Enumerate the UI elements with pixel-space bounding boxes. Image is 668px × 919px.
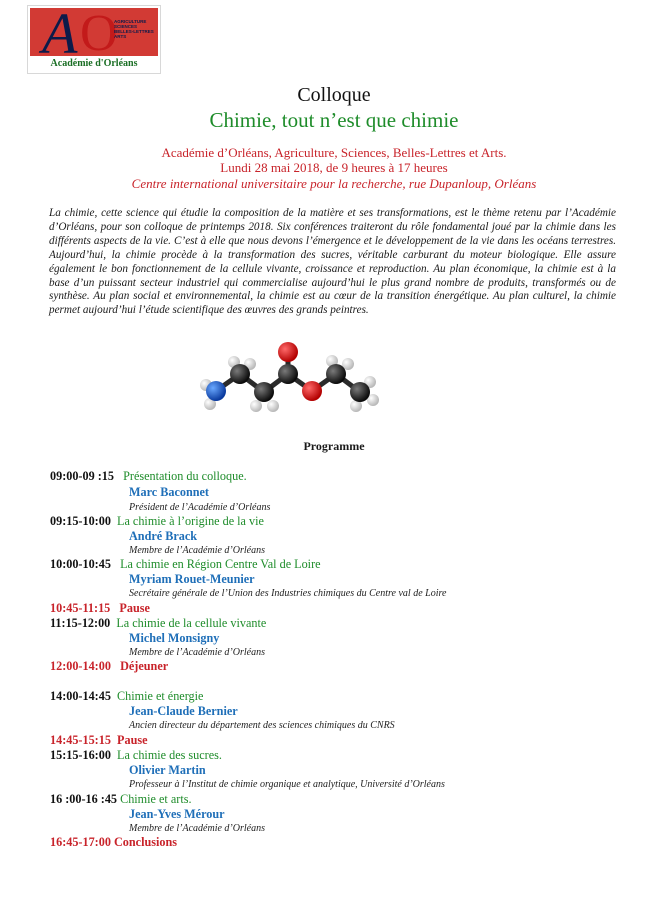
- logo-letter-a: A: [42, 1, 78, 66]
- carbon-atom: [254, 382, 274, 402]
- session-topic: Pause: [119, 601, 150, 615]
- session-topic: La chimie à l’origine de la vie: [117, 514, 264, 528]
- session-time: 15:15-16:00: [50, 748, 111, 762]
- session-speaker: Michel Monsigny: [129, 631, 220, 645]
- session-speaker: Jean-Claude Bernier: [129, 704, 238, 718]
- carbon-atom: [278, 364, 298, 384]
- carbon-atom: [326, 364, 346, 384]
- session-time: 14:00-14:45: [50, 689, 111, 703]
- oxygen-atom: [278, 342, 298, 362]
- abstract-paragraph: La chimie, cette science qui étudie la composition de la matière et ses transformations, est le thème retenu par l’Académie d’Orléans, pour son colloque de printemps 2018. Six conférences traiteront du rôle fondamental joué par la chimie dans les différents aspects de la vie. C’est à elle que nous devons l’émergence et le développement de la vie dans les océans terrestres. Aujourd’hui, la chimie procède à la transformation des sucres, véritable carburant du moteur biologique. Elle assure également le bon fonctionnement de la cellule vivante, croissance et reproduction. Au plan économique, la chimie est à la base d’un puissant secteur industriel qui commercialise aujourd’hui le plus grand nombre de produits, transformés ou de synthèse. Au plan social et environnemental, la chimie est au cœur de la transition énergétique. Au plan culturel, la chimie permet aujourd’hui l’étude scientifique des œuvres des grands peintres.: [49, 207, 616, 317]
- session-speaker-role: Président de l’Académie d’Orléans: [129, 502, 271, 513]
- session-row: [50, 748, 222, 763]
- session-row: [50, 601, 150, 616]
- event-date: Lundi 28 mai 2018, de 9 heures à 17 heures: [220, 160, 448, 175]
- session-speaker-role: Secrétaire générale de l’Union des Industries chimiques du Centre val de Loire: [129, 588, 447, 599]
- session-topic: La chimie en Région Centre Val de Loire: [120, 557, 321, 571]
- hydrogen-atom: [267, 400, 279, 412]
- session-time: 11:15-12:00: [50, 616, 111, 630]
- session-time: 09:15-10:00: [50, 514, 111, 528]
- page-title: Colloque: [297, 84, 371, 106]
- session-row: [50, 659, 168, 674]
- session-speaker: Jean-Yves Mérour: [129, 807, 225, 821]
- session-time: 16 :00-16 :45: [50, 792, 118, 806]
- logo-letter-o: O: [80, 5, 118, 62]
- session-topic: Pause: [117, 733, 148, 747]
- session-row: [50, 835, 177, 850]
- carbon-atom: [230, 364, 250, 384]
- session-topic: Chimie et arts.: [120, 792, 192, 806]
- programme-heading: Programme: [303, 439, 365, 453]
- session-time: 14:45-15:15: [50, 733, 111, 747]
- logo-small-text: ARTS: [114, 34, 127, 39]
- session-speaker: Marc Baconnet: [129, 485, 209, 499]
- session-speaker-role: Ancien directeur du département des sciences chimiques du CNRS: [129, 720, 395, 731]
- session-speaker-role: Professeur à l’Institut de chimie organique et analytique, Université d’Orléans: [129, 779, 445, 790]
- session-topic: Conclusions: [113, 835, 177, 849]
- session-row: [50, 733, 148, 748]
- logo-small-text: BELLES-LETTRES: [114, 29, 154, 34]
- molecule-illustration: [198, 336, 388, 422]
- oxygen-atom: [302, 381, 322, 401]
- session-speaker: Myriam Rouet-Meunier: [129, 572, 255, 586]
- session-topic: Déjeuner: [120, 659, 169, 673]
- session-row: [50, 689, 203, 704]
- session-row: [50, 469, 247, 484]
- carbon-atom: [350, 382, 370, 402]
- session-time: 12:00-14:00: [50, 659, 111, 673]
- session-time: 09:00-09 :15: [50, 469, 114, 483]
- logo-name: Académie d'Orléans: [50, 58, 138, 69]
- session-speaker-role: Membre de l’Académie d’Orléans: [129, 823, 265, 834]
- session-topic: La chimie des sucres.: [117, 748, 222, 762]
- event-organizer: Académie d’Orléans, Agriculture, Sciences, Belles-Lettres et Arts.: [161, 145, 507, 160]
- session-row: [50, 792, 192, 807]
- event-location: Centre international universitaire pour la recherche, rue Dupanloup, Orléans: [131, 176, 537, 191]
- session-speaker-role: Membre de l’Académie d’Orléans: [129, 647, 265, 658]
- session-speaker: Olivier Martin: [129, 763, 206, 777]
- session-speaker: André Brack: [129, 529, 198, 543]
- session-row: [50, 514, 264, 529]
- logo-small-text: SCIENCES: [114, 24, 138, 29]
- session-speaker-role: Membre de l’Académie d’Orléans: [129, 545, 265, 556]
- session-time: 10:00-10:45: [50, 557, 111, 571]
- session-topic: Présentation du colloque.: [123, 469, 247, 483]
- session-time: 10:45-11:15: [50, 601, 111, 615]
- session-topic: Chimie et énergie: [117, 689, 204, 703]
- session-row: [50, 616, 266, 631]
- page-subtitle: Chimie, tout n’est que chimie: [209, 108, 459, 132]
- session-topic: La chimie de la cellule vivante: [116, 616, 267, 630]
- session-row: [50, 557, 321, 572]
- hydrogen-atom: [250, 400, 262, 412]
- session-time: 16:45-17:00: [50, 835, 111, 849]
- academie-logo: [27, 1, 161, 74]
- nitrogen-atom: [206, 381, 226, 401]
- logo-small-text: AGRICULTURE: [114, 19, 147, 24]
